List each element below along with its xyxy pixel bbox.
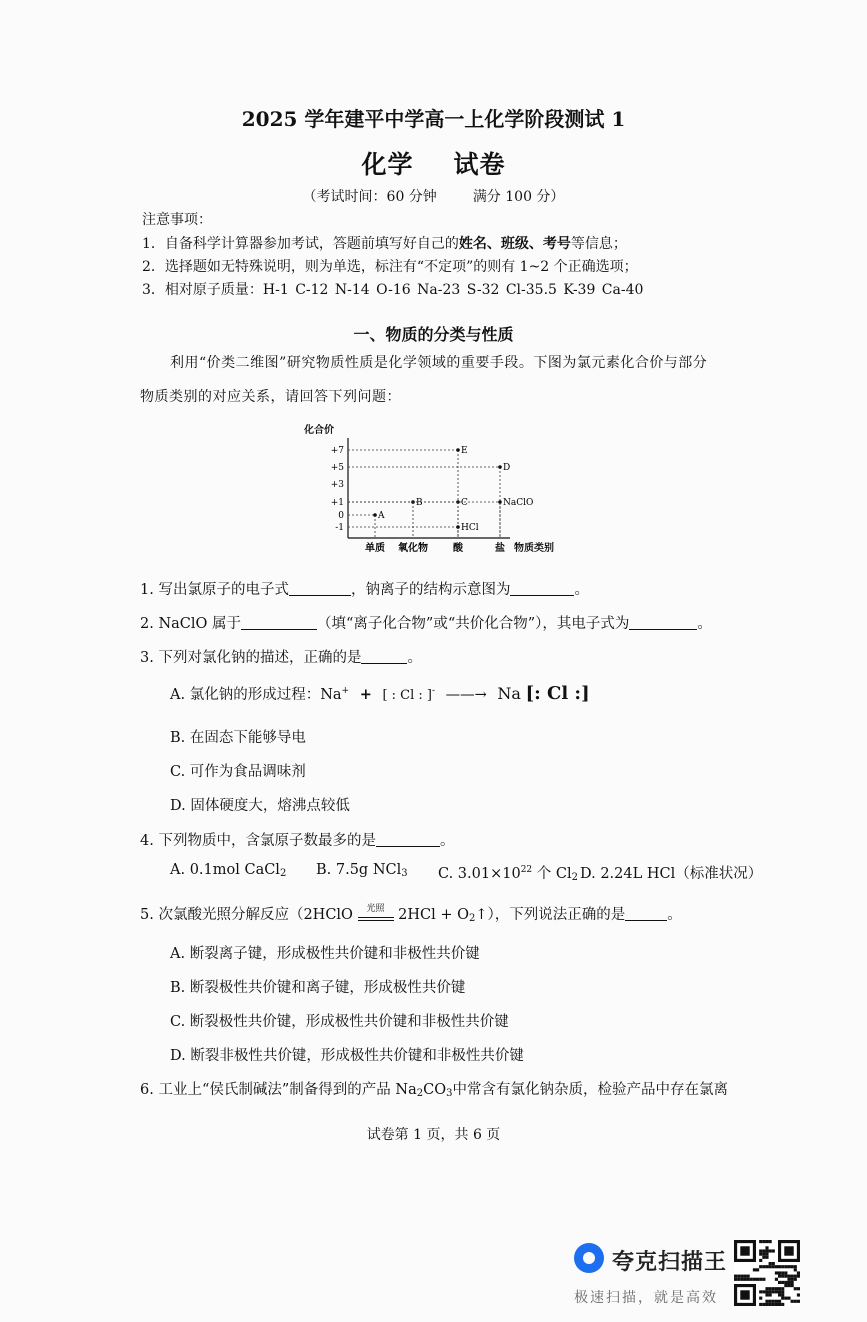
point-label: HCl: [461, 523, 479, 533]
q6-text: 6. 工业上“侯氏制碱法”制备得到的产品 Na: [140, 1082, 417, 1098]
data-point: [373, 513, 377, 517]
brand-slogan: 极速扫描，就是高效: [574, 1290, 718, 1306]
exam-title: 2025 学年建平中学高一上化学阶段测试 1: [241, 107, 626, 131]
q1-end: 。: [574, 582, 589, 598]
q2-blank-2[interactable]: [629, 615, 697, 630]
q4-option-c: C. $3.01\times 10^{22}$ 个 $Cl_2$: [438, 865, 578, 883]
q3-option-b: B. 在固态下能够导电: [170, 730, 306, 746]
x-tick-label: 盐: [495, 543, 505, 554]
q4-option-b: B. 7.5g NCl$_3$: [316, 862, 408, 879]
intro-line-2: 物质类别的对应关系，请回答下列问题：: [140, 389, 401, 405]
q4-blank[interactable]: [376, 832, 440, 847]
note-1-end: 等信息；: [570, 236, 627, 252]
question-6: 6. 工业上“侯氏制碱法”制备得到的产品 $Na_2CO_3$中常含有氯化钠杂质，检验产品中存在氯离: [140, 1082, 728, 1099]
note-2: 2．选择题如无特殊说明，则为单选，标注有“不定项”的则有 1~2 个正确选项；: [142, 259, 638, 275]
y-tick-label: +5: [330, 463, 344, 473]
note-1-text: 1．自备科学计算器参加考试，答题前填写好自己的: [142, 236, 459, 252]
q4-text: 4. 下列物质中，含氯原子数最多的是: [140, 833, 376, 849]
page-footer: 试卷第 1 页，共 6 页: [366, 1127, 501, 1143]
q5-option-c: C. 断裂极性共价键，形成极性共价键和非极性共价键: [170, 1014, 509, 1030]
exam-info: [0, 186, 867, 206]
q3-a-chloride: [ : Cl : ]: [382, 688, 432, 703]
q3-end: 。: [407, 650, 422, 666]
q4-option-a: A. 0.1mol CaCl$_2$: [170, 862, 287, 879]
x-tick-label: 酸: [453, 543, 463, 554]
q4-c-text: C. 3.01×10: [438, 866, 521, 882]
q1-text-2: ，钠离子的结构示意图为: [350, 582, 511, 598]
q1-blank-1[interactable]: [289, 581, 351, 596]
q3-option-d: D. 固体硬度大，熔沸点较低: [170, 798, 350, 814]
q4-b-text: B. 7.5g NCl: [316, 862, 402, 878]
q3-text: 3. 下列对氯化钠的描述，正确的是: [140, 650, 362, 666]
y-tick-label: -1: [335, 523, 344, 533]
section-title: 一、物质的分类与性质: [353, 325, 514, 344]
q2-end: 。: [697, 616, 712, 632]
q5-condition: 光照: [366, 904, 385, 914]
y-tick-label: +7: [330, 446, 344, 456]
q1-text: 1. 写出氯原子的电子式: [140, 582, 289, 598]
q5-end: 。: [667, 907, 682, 923]
q5-text-2: ↑），下列说法正确的是: [475, 907, 626, 923]
question-4: [140, 829, 454, 850]
question-5: 5. 次氯酸光照分解反应（2HClO 光照 $2HCl + O_2↑$），下列说法正确的是 。: [140, 903, 682, 924]
y-tick-label: +1: [330, 498, 344, 508]
valence-chart: [300, 420, 580, 560]
note-1: [142, 233, 627, 253]
q3-a-text: A. 氯化钠的形成过程：Na: [170, 687, 342, 703]
q4-option-d: D. 2.24L HCl（标准状况）: [580, 866, 763, 882]
y-tick-label: +3: [330, 480, 344, 490]
q5-option-b: B. 断裂极性共价键和离子键，形成极性共价键: [170, 980, 466, 996]
y-axis-label: 化合价: [304, 425, 334, 436]
q6-text-3: 中常含有氯化钠杂质，检验产品中存在氯离: [452, 1082, 728, 1098]
question-1: [140, 578, 589, 599]
q5-products: 2HCl + O: [398, 907, 470, 923]
scanner-watermark: [574, 1243, 734, 1307]
x-tick-label: 氧化物: [398, 543, 428, 554]
paper-label: 试卷: [453, 150, 506, 179]
q4-a-text: A. 0.1mol CaCl: [170, 862, 280, 878]
data-point: [498, 500, 502, 504]
qr-code-icon: [734, 1240, 800, 1306]
question-3: [140, 646, 422, 667]
q2-text: 2. NaClO 属于: [140, 616, 242, 632]
exam-subtitle: [0, 145, 867, 181]
q2-blank-1[interactable]: [241, 615, 317, 630]
intro-line-1: 利用“价类二维图”研究物质性质是化学领域的重要手段。下图为氯元素化合价与部分: [170, 355, 708, 371]
note-1-bold: 姓名、班级、考号: [458, 236, 571, 252]
q6-text-2: CO: [423, 1082, 447, 1098]
question-2: [140, 612, 712, 633]
q3-option-c: C. 可作为食品调味剂: [170, 764, 306, 780]
exam-score: 满分 100 分）: [472, 189, 565, 205]
x-axis-label: 物质类别: [514, 543, 554, 554]
q3-a-plus: +: [359, 686, 372, 703]
q2-text-2: （填“离子化合物”或“共价化合物”），其电子式为: [317, 616, 630, 632]
point-label: NaClO: [503, 498, 534, 508]
q5-blank[interactable]: [625, 906, 667, 921]
q3-blank[interactable]: [361, 649, 407, 664]
q5-text: 5. 次氯酸光照分解反应（2HClO: [140, 907, 353, 923]
q1-blank-2[interactable]: [510, 581, 574, 596]
brand-name: 夸克扫描王: [612, 1250, 728, 1275]
data-point: [498, 465, 502, 469]
exam-time: （考试时间：60 分钟: [302, 189, 437, 205]
y-tick-label: 0: [338, 511, 344, 521]
x-tick-label: 单质: [365, 543, 385, 554]
point-label: C: [461, 498, 468, 508]
q4-c-end: 个 Cl: [536, 866, 572, 882]
q3-a-na: Na: [497, 684, 521, 703]
point-label: D: [503, 463, 511, 473]
point-label: B: [416, 498, 423, 508]
q5-option-d: D. 断裂非极性共价键，形成极性共价键和非极性共价键: [170, 1048, 524, 1064]
notes-heading: 注意事项：: [142, 212, 212, 228]
q4-c-exp: 22: [520, 865, 533, 876]
point-label: E: [461, 446, 468, 456]
q4-end: 。: [439, 833, 455, 849]
quark-logo-icon: [574, 1243, 604, 1273]
q3-a-nacl: [: Cl :]: [525, 683, 590, 704]
q5-option-a: A. 断裂离子键，形成极性共价键和非极性共价键: [170, 946, 480, 962]
subject-label: 化学: [361, 150, 414, 179]
data-point: [456, 448, 460, 452]
q5-condition-arrow: [358, 904, 394, 921]
point-label: A: [378, 511, 385, 521]
q3-option-a: A. 氯化钠的形成过程：Na+ + [ : Cl : ]- ——→ Na [: Cl :]: [170, 683, 590, 704]
q3-a-minus: -: [432, 686, 436, 697]
note-3: 3．相对原子质量：H-1 C-12 N-14 O-16 Na-23 S-32 Cl-35.5 K-39 Ca-40: [142, 282, 644, 298]
data-point: [456, 525, 460, 529]
q3-a-arrow: ——→: [445, 687, 487, 703]
